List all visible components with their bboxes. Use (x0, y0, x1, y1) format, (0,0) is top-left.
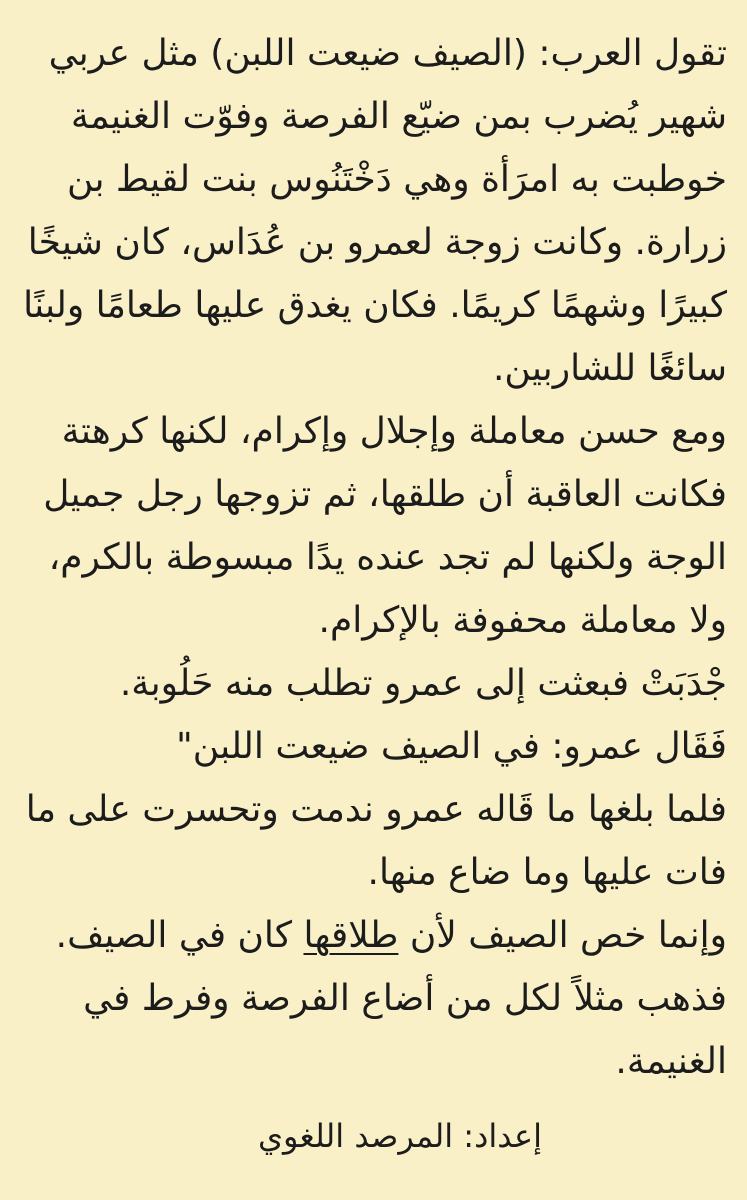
text-segment: كان في الصيف. (55, 915, 304, 956)
text-line: كبيرًا وشهمًا كريمًا. فكان يغدق عليها طعامًا ولبنًا (23, 285, 727, 326)
underlined-word: طلاقها (303, 915, 399, 956)
text-line: ومع حسن معاملة وإجلال وإكرام، لكنها كرهتة (61, 411, 727, 452)
text-segment: وإنما خص الصيف لأن (398, 915, 727, 956)
text-line: فات عليها وما ضاع منها. (367, 852, 727, 893)
text-line: تقول العرب: (الصيف ضيعت اللبن) مثل عربي (48, 33, 727, 74)
text-line: خوطبت به امرَأة وهي دَخْتَنُوس بنت لقيط بن (67, 159, 727, 200)
text-line: سائغًا للشاربين. (492, 348, 727, 389)
author-credit: إعداد: المرصد اللغوي (257, 1117, 542, 1155)
text-line: فكانت العاقبة أن طلقها، ثم تزوجها رجل جميل (43, 474, 727, 515)
article-body (18, 22, 727, 1093)
text-line: ولا معاملة محفوفة بالإكرام. (318, 600, 727, 641)
text-line: جْدَبَتْ فبعثت إلى عمرو تطلب منه حَلُوبة. (119, 663, 727, 704)
text-line: فلما بلغها ما قَاله عمرو ندمت وتحسرت على ما (25, 789, 727, 830)
text-line: شهير يُضرب بمن ضيّع الفرصة وفوّت الغنيمة (70, 96, 727, 137)
text-line: الغنيمة. (615, 1041, 727, 1082)
text-line: زرارة. وكانت زوجة لعمرو بن عُدَاس، كان شيخًا (27, 222, 727, 263)
text-line (18, 904, 727, 967)
text-line: الوجة ولكنها لم تجد عنده يدًا مبسوطة بالكرم، (48, 537, 727, 578)
text-line: فَقَال عمرو: في الصيف ضيعت اللبن" (176, 726, 727, 767)
text-line: فذهب مثلاً لكل من أضاع الفرصة وفرط في (83, 978, 727, 1019)
